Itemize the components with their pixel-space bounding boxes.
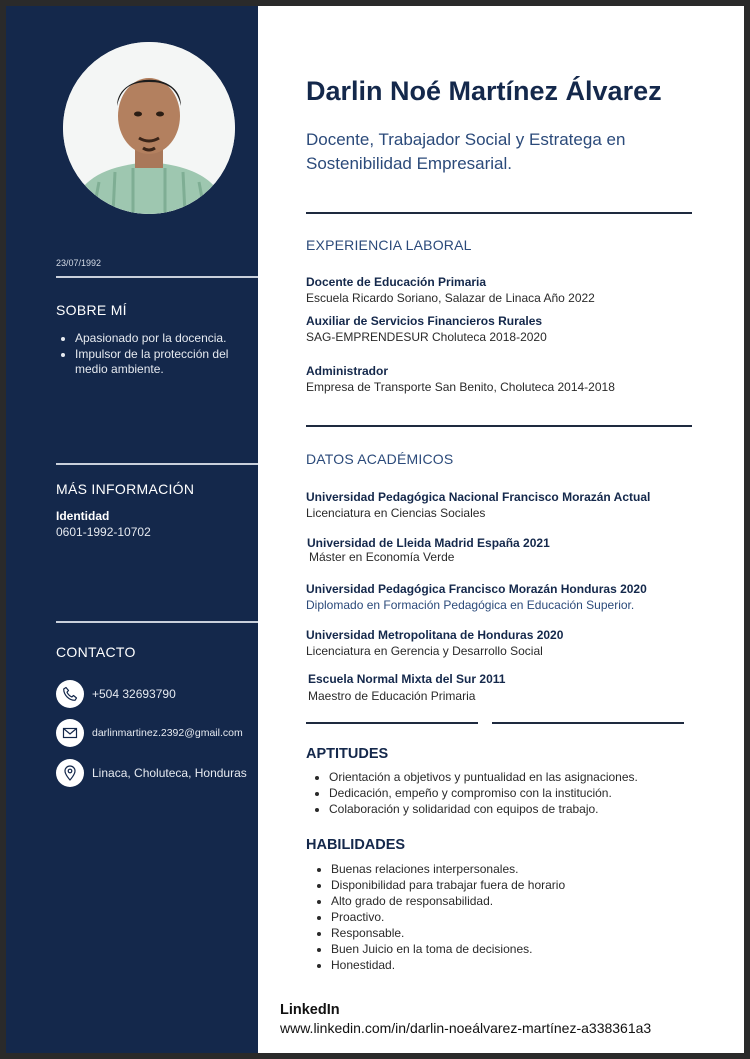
phone-icon <box>56 680 84 708</box>
contact-location-text: Linaca, Choluteca, Honduras <box>92 766 247 780</box>
experience-detail: Empresa de Transporte San Benito, Choluteca 2014-2018 <box>306 380 615 394</box>
list-item: • Buen Juicio en la toma de decisiones. <box>331 941 565 957</box>
education-title: Universidad de Lleida Madrid España 2021 <box>307 536 550 550</box>
location-pin-icon <box>56 759 84 787</box>
about-list <box>61 331 255 378</box>
aptitudes-heading: APTITUDES <box>306 746 389 762</box>
linkedin-heading: LinkedIn <box>280 1002 340 1018</box>
skills-heading: HABILIDADES <box>306 837 406 853</box>
list-item: • Orientación a objetivos y puntualidad en las asignaciones. <box>329 769 638 785</box>
contact-email-text: darlinmartinez.2392@gmail.com <box>92 727 243 739</box>
education-title: Universidad Pedagógica Nacional Francisco Morazán Actual <box>306 490 651 504</box>
id-label: Identidad <box>56 509 110 523</box>
education-detail: Máster en Economía Verde <box>309 550 455 564</box>
divider <box>56 463 258 465</box>
skills-list <box>317 861 565 973</box>
candidate-name: Darlin Noé Martínez Álvarez <box>306 76 662 106</box>
contact-email[interactable] <box>56 719 243 747</box>
main-content <box>258 6 744 1053</box>
education-title: Universidad Pedagógica Francisco Morazán Honduras 2020 <box>306 582 647 596</box>
education-detail: Diplomado en Formación Pedagógica en Educación Superior. <box>306 598 635 612</box>
experience-detail: SAG-EMPRENDESUR Choluteca 2018-2020 <box>306 330 547 344</box>
experience-heading: EXPERIENCIA LABORAL <box>306 237 472 253</box>
list-item: • Honestidad. <box>331 957 565 973</box>
education-detail: Maestro de Educación Primaria <box>308 689 476 703</box>
experience-title: Auxiliar de Servicios Financieros Rurales <box>306 314 543 328</box>
list-item: • Responsable. <box>331 925 565 941</box>
linkedin-url[interactable]: www.linkedin.com/in/darlin-noeálvarez-martínez-a338361a3 <box>280 1020 652 1036</box>
education-heading: DATOS ACADÉMICOS <box>306 451 454 467</box>
list-item: • Dedicación, empeño y compromiso con la institución. <box>329 785 638 801</box>
list-item: • Apasionado por la docencia. <box>75 331 255 347</box>
experience-title: Administrador <box>306 364 389 378</box>
divider <box>306 722 478 724</box>
education-detail: Licenciatura en Ciencias Sociales <box>306 506 486 520</box>
candidate-title: Docente, Trabajador Social y Estratega en Sostenibilidad Empresarial. <box>306 130 626 173</box>
list-item: • Impulsor de la protección del medio ambiente. <box>75 347 255 378</box>
birth-date: 23/07/1992 <box>56 258 102 268</box>
resume-page <box>6 6 744 1053</box>
list-item: • Proactivo. <box>331 909 565 925</box>
more-info-heading: MÁS INFORMACIÓN <box>56 481 195 497</box>
contact-heading: CONTACTO <box>56 644 136 660</box>
divider <box>56 276 258 278</box>
education-title: Universidad Metropolitana de Honduras 2020 <box>306 628 564 642</box>
experience-detail: Escuela Ricardo Soriano, Salazar de Linaca Año 2022 <box>306 291 595 305</box>
about-heading: SOBRE MÍ <box>56 302 127 318</box>
mail-icon <box>56 719 84 747</box>
list-item: • Alto grado de responsabilidad. <box>331 893 565 909</box>
aptitudes-list <box>315 769 638 817</box>
list-item: • Buenas relaciones interpersonales. <box>331 861 565 877</box>
divider <box>492 722 684 724</box>
divider <box>56 621 258 623</box>
list-item: • Disponibilidad para trabajar fuera de horario <box>331 877 565 893</box>
divider <box>306 212 692 214</box>
contact-phone[interactable] <box>56 680 176 708</box>
experience-title: Docente de Educación Primaria <box>306 275 487 289</box>
education-detail: Licenciatura en Gerencia y Desarrollo Social <box>306 644 543 658</box>
contact-phone-text: +504 32693790 <box>92 687 176 701</box>
profile-photo <box>63 42 235 214</box>
divider <box>306 425 692 427</box>
education-title: Escuela Normal Mixta del Sur 2011 <box>308 672 506 686</box>
id-value: 0601-1992-10702 <box>56 525 151 539</box>
list-item: • Colaboración y solidaridad con equipos de trabajo. <box>329 801 638 817</box>
avatar <box>63 42 235 214</box>
contact-location <box>56 759 247 787</box>
sidebar <box>6 6 258 1053</box>
